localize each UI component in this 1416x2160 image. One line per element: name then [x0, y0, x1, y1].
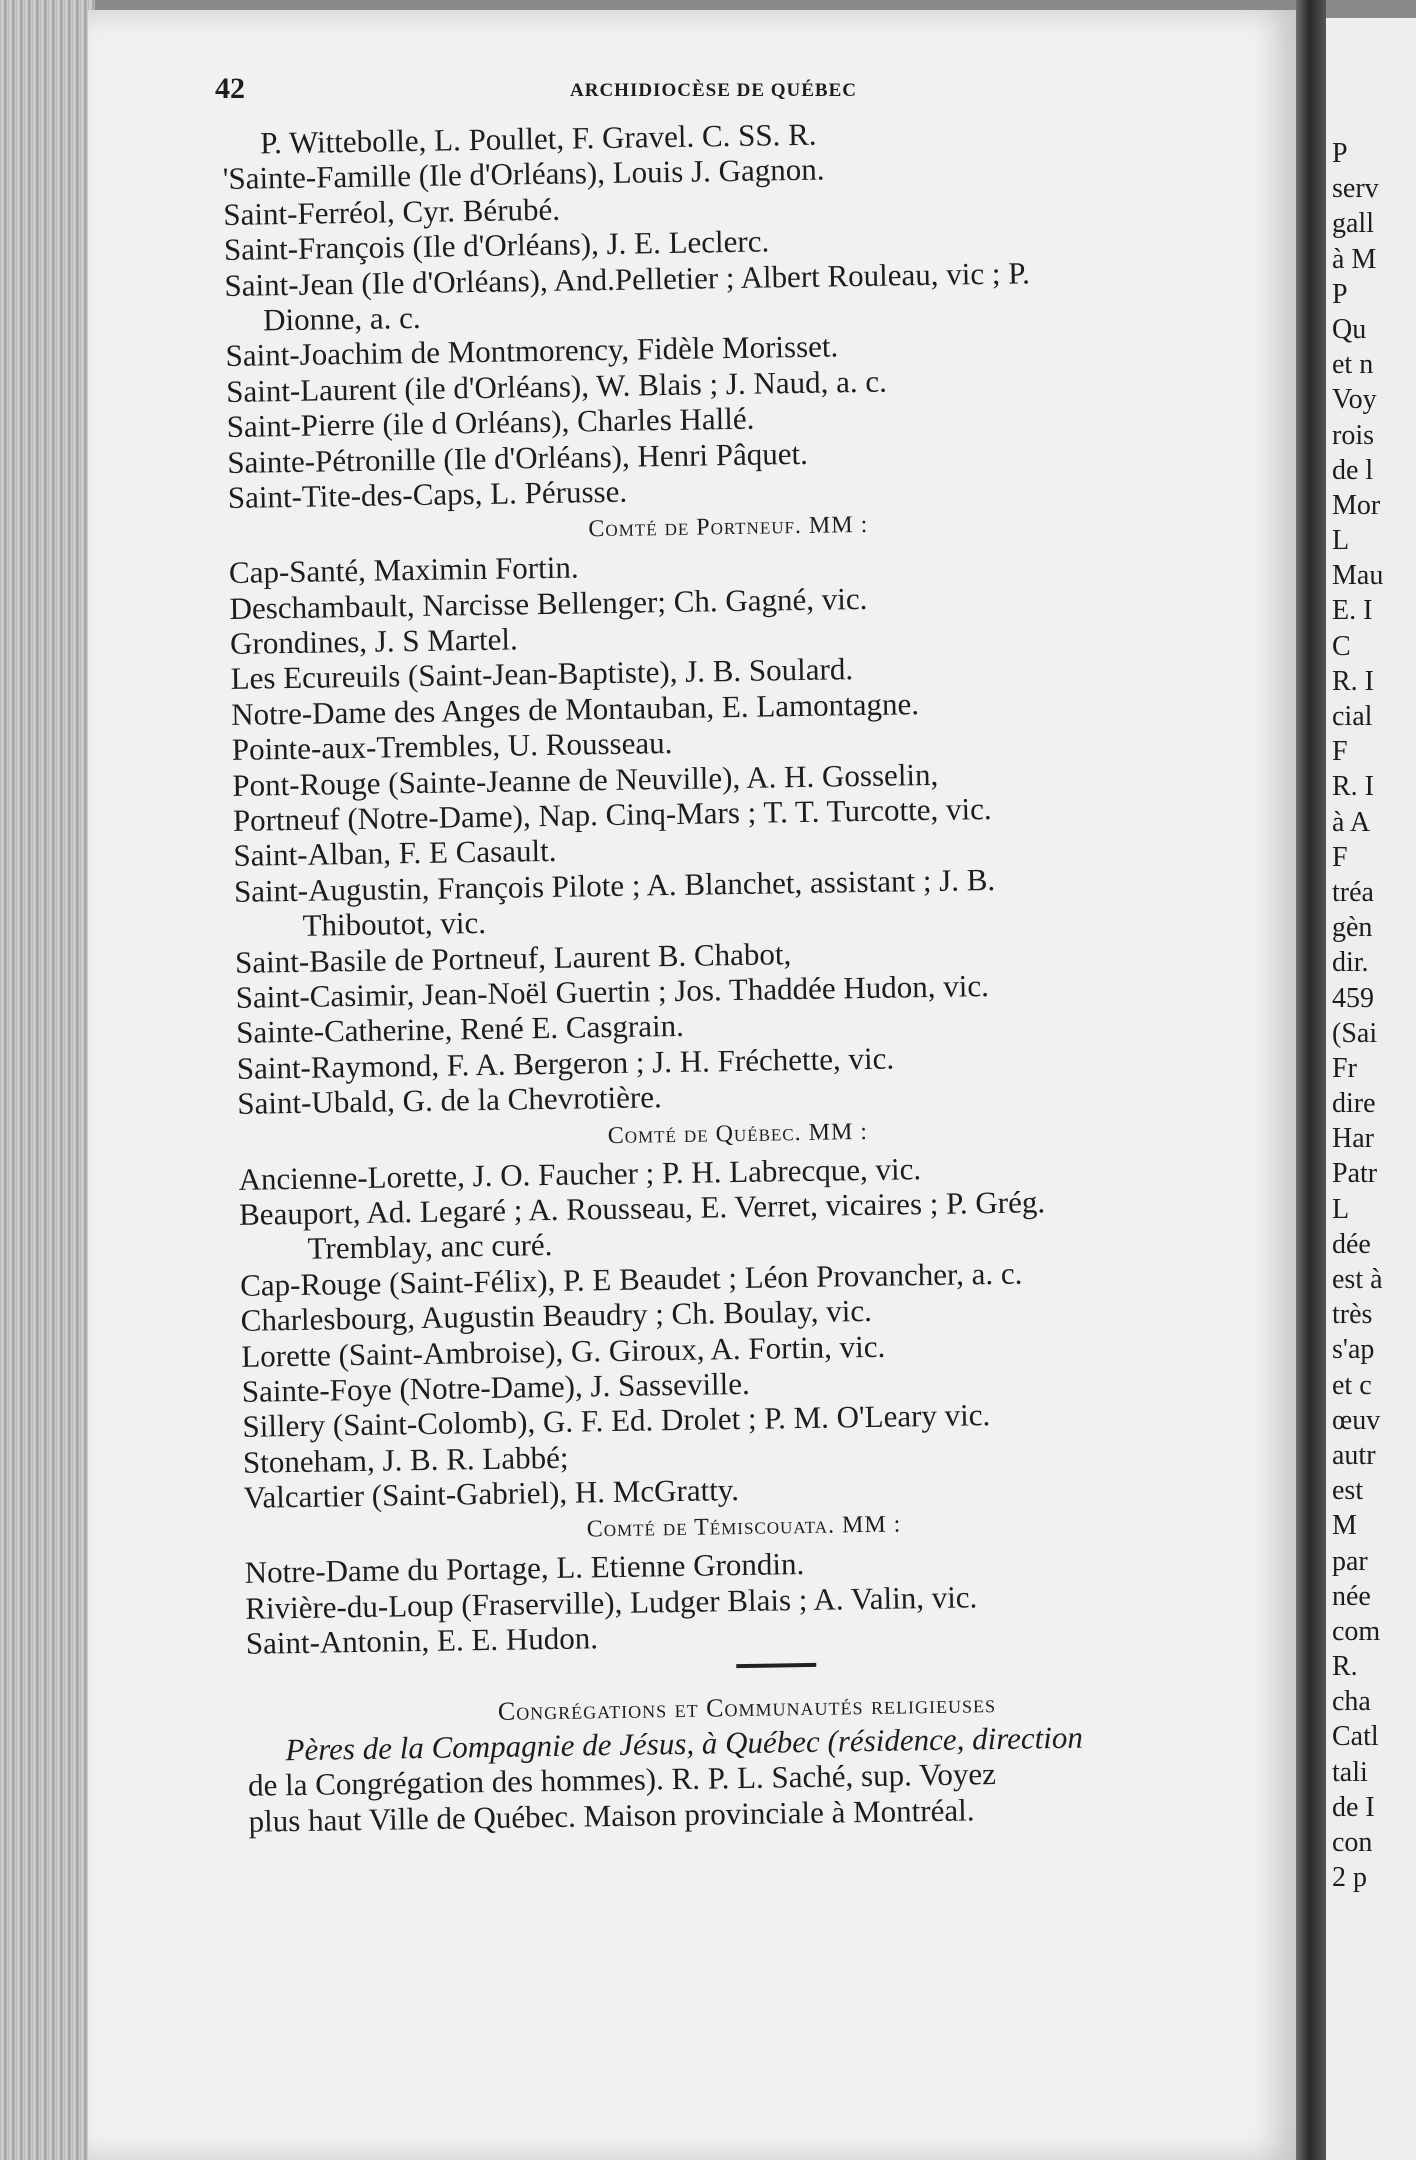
right-page-fragment: L [1332, 525, 1350, 557]
right-page-fragment: dire [1332, 1088, 1376, 1120]
right-page-fragment: tréa [1332, 876, 1374, 908]
right-page-fragment: P [1332, 278, 1348, 310]
right-page-fragment: R. [1332, 1651, 1358, 1683]
text-line: P. Wittebolle, L. Poullet, F. Gravel. C. SS. R. [259, 116, 817, 161]
text-line: Valcartier (Saint-Gabriel), H. McGratty. [243, 1472, 740, 1515]
paragraph-line: de la Congrégation des hommes). R. P. L. Saché, sup. Voyez [247, 1756, 997, 1804]
right-page-fragment: gall [1332, 208, 1374, 240]
text-line: Deschambault, Narcisse Bellenger; Ch. Gagné, vic. [229, 580, 868, 626]
right-page-fragment: œuv [1332, 1404, 1381, 1436]
page-body [222, 109, 1309, 1839]
right-page-fragment: née [1332, 1580, 1371, 1612]
text-line: Saint-Ferréol, Cyr. Bérubé. [223, 191, 561, 232]
right-page-fragment: de l [1332, 454, 1374, 486]
right-page-fragment: Catl [1332, 1721, 1379, 1753]
right-page-fragment: à M [1332, 243, 1377, 275]
right-page-fragment: serv [1332, 173, 1379, 205]
text-line: Saint-Augustin, François Pilote ; A. Blanchet, assistant ; J. B. [233, 861, 996, 909]
text-line: Sillery (Saint-Colomb), G. F. Ed. Drolet ; P. M. O'Leary vic. [242, 1397, 991, 1445]
section-title: Congrégations et Communautés religieuses [497, 1688, 997, 1726]
text-line: Saint-Jean (Ile d'Orléans), And.Pelletier ; Albert Rouleau, vic ; P. [224, 254, 1031, 303]
right-page-fragment: Voy [1332, 384, 1377, 416]
right-page-fragment: cha [1332, 1686, 1371, 1718]
text-line: Saint-Pierre (ile d Orléans), Charles Hallé. [226, 400, 755, 445]
right-page-fragment: Qu [1332, 313, 1367, 345]
text-line: Charlesbourg, Augustin Beaudry ; Ch. Boulay, vic. [240, 1293, 873, 1338]
right-page [1326, 18, 1416, 2160]
right-page-fragment: Fr [1332, 1052, 1357, 1084]
text-line: Lorette (Saint-Ambroise), G. Giroux, A. Fortin, vic. [241, 1328, 886, 1374]
text-line: Pont-Rouge (Sainte-Jeanne de Neuville), A. H. Gosselin, [232, 756, 939, 803]
page-edges [0, 0, 95, 2160]
text-line: Sainte-Foye (Notre-Dame), J. Sasseville. [241, 1365, 751, 1409]
text-line: 'Sainte-Famille (Ile d'Orléans), Louis J. Gagnon. [222, 151, 825, 197]
right-page-fragment: Har [1332, 1123, 1374, 1155]
text-line: Les Ecureuils (Saint-Jean-Baptiste), J. B. Soulard. [230, 651, 854, 697]
right-page-fragment: M [1332, 1510, 1357, 1542]
text-line: Sainte-Pétronille (Ile d'Orléans), Henri Pâquet. [227, 435, 809, 480]
text-line: Cap-Rouge (Saint-Félix), P. E Beaudet ; Léon Provancher, a. c. [239, 1255, 1023, 1303]
right-page-fragment: autr [1332, 1439, 1376, 1471]
text-line: Saint-Alban, F. E Casault. [233, 833, 557, 874]
right-page-fragment: par [1332, 1545, 1368, 1577]
paragraph-line: Pères de la Compagnie de Jésus, à Québec (résidence, direction [285, 1719, 1084, 1768]
text-line: Saint-François (Ile d'Orléans), J. E. Leclerc. [223, 223, 770, 268]
text-line: Saint-Joachim de Montmorency, Fidèle Morisset. [225, 328, 839, 374]
right-page-fragment: 2 p [1332, 1862, 1367, 1894]
text-line: Tremblay, anc curé. [307, 1227, 553, 1267]
text-line: Dionne, a. c. [262, 299, 421, 338]
county-heading: Comté de Témiscouata. MM : [586, 1511, 902, 1543]
text-line: Notre-Dame du Portage, L. Etienne Grondin. [244, 1546, 805, 1591]
right-page-fragment: 459 [1332, 982, 1374, 1014]
right-page-fragment: Mor [1332, 489, 1381, 521]
right-page-fragment: F [1332, 841, 1348, 873]
text-line: Stoneham, J. B. R. Labbé; [242, 1439, 569, 1480]
text-line: Saint-Antonin, E. E. Hudon. [245, 1620, 599, 1662]
right-page-fragment: dée [1332, 1228, 1371, 1260]
right-page-fragment: dir. [1332, 947, 1369, 979]
text-line: Rivière-du-Loup (Fraserville), Ludger Blais ; A. Valin, vic. [245, 1579, 978, 1626]
right-page-fragment: à A [1332, 806, 1371, 838]
page-header [215, 72, 1255, 112]
text-line: Portneuf (Notre-Dame), Nap. Cinq-Mars ; T. T. Turcotte, vic. [232, 791, 992, 838]
right-page-fragment: com [1332, 1615, 1381, 1647]
text-line: Sainte-Catherine, René E. Casgrain. [235, 1008, 685, 1051]
text-line: Cap-Santé, Maximin Fortin. [228, 549, 579, 591]
text-line: Grondines, J. S Martel. [229, 621, 518, 662]
text-line: Saint-Laurent (ile d'Orléans), W. Blais ; J. Naud, a. c. [225, 363, 888, 409]
right-page-fragment: F [1332, 736, 1348, 768]
text-line: Beauport, Ad. Legaré ; A. Rousseau, E. Verret, vicaires ; P. Grég. [238, 1184, 1046, 1232]
right-page-fragment: et c [1332, 1369, 1372, 1401]
book-gutter [1296, 0, 1326, 2160]
right-page-fragment: con [1332, 1827, 1373, 1858]
right-page-fragment: P [1332, 138, 1348, 169]
right-page-fragment: de I [1332, 1791, 1375, 1823]
paragraph-line: plus haut Ville de Québec. Maison provinciale à Montréal. [248, 1792, 975, 1839]
section-rule [736, 1662, 816, 1667]
right-page-fragment: E. I [1332, 595, 1373, 627]
right-page-text [1332, 136, 1412, 1895]
right-page-fragment: tali [1332, 1756, 1368, 1788]
text-line: Notre-Dame des Anges de Montauban, E. Lamontagne. [230, 685, 920, 732]
right-page-fragment: et n [1332, 349, 1374, 381]
right-page-fragment: R. I [1332, 665, 1374, 697]
text-line: Pointe-aux-Trembles, U. Rousseau. [231, 725, 673, 768]
text-line: Saint-Raymond, F. A. Bergeron ; J. H. Fréchette, vic. [236, 1040, 895, 1086]
right-page-fragment: gèn [1332, 912, 1373, 944]
county-heading: Comté de Québec. MM : [607, 1118, 869, 1149]
text-line: Saint-Ubald, G. de la Chevrotière. [237, 1079, 662, 1122]
right-page-fragment: s'ap [1332, 1334, 1375, 1366]
right-page-fragment: est [1332, 1475, 1364, 1507]
right-page-fragment: Patr [1332, 1158, 1378, 1190]
text-line: Ancienne-Lorette, J. O. Faucher ; P. H. Labrecque, vic. [238, 1150, 922, 1197]
right-page-fragment: (Sai [1332, 1017, 1378, 1049]
text-line: Saint-Tite-des-Caps, L. Pérusse. [227, 473, 628, 515]
right-page-fragment: Mau [1332, 560, 1384, 592]
right-page-fragment: L [1332, 1193, 1350, 1225]
right-page-fragment: très [1332, 1299, 1373, 1331]
page-number: 42 [215, 72, 245, 105]
text-line: Thiboutot, vic. [302, 905, 487, 944]
right-page-fragment: R. I [1332, 771, 1374, 803]
right-page-fragment: est à [1332, 1264, 1383, 1295]
county-heading: Comté de Portneuf. MM : [588, 512, 869, 543]
running-title: ARCHIDIOCÈSE DE QUÉBEC [570, 80, 857, 101]
right-page-fragment: rois [1332, 419, 1374, 451]
text-line: Saint-Casimir, Jean-Noël Guertin ; Jos. Thaddée Hudon, vic. [235, 968, 990, 1015]
right-page-fragment: C [1332, 630, 1351, 662]
right-page-fragment: cial [1332, 701, 1373, 732]
text-line: Saint-Basile de Portneuf, Laurent B. Chabot, [234, 935, 792, 980]
